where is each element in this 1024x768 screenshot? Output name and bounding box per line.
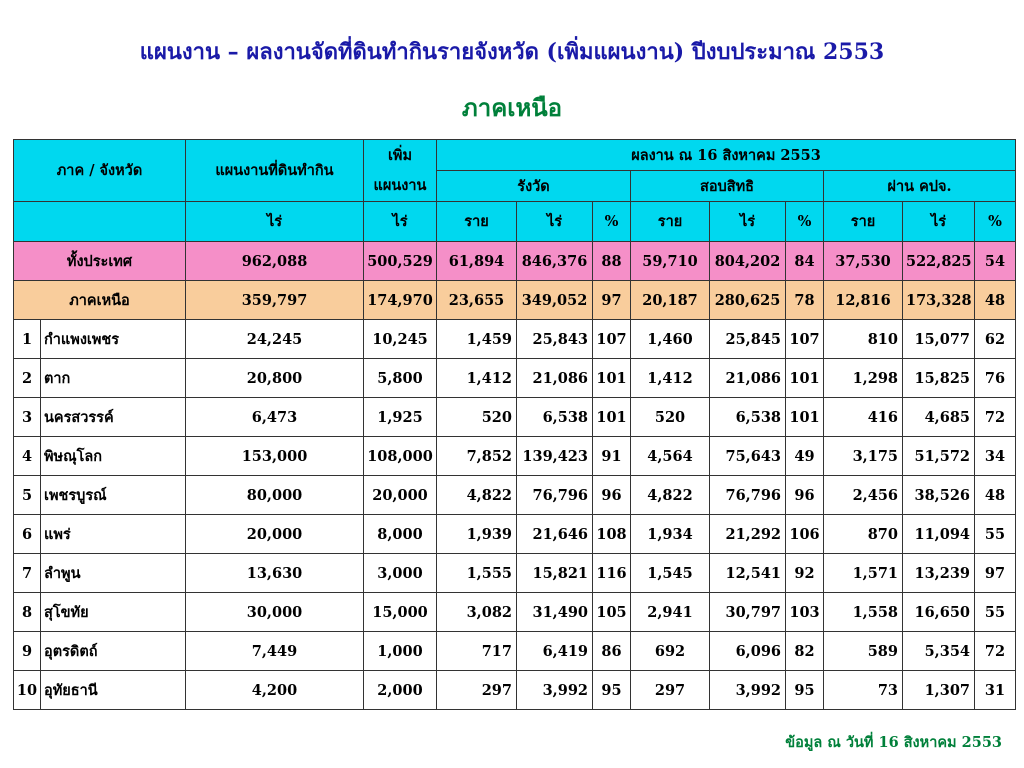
cell-kpj-rai: 15,077 — [903, 320, 975, 359]
cell-kpj-pct: 97 — [975, 554, 1016, 593]
cell-kpj-rai: 38,526 — [903, 476, 975, 515]
cell-survey-pct: 101 — [593, 398, 631, 437]
cell-verify-people: 4,564 — [631, 437, 710, 476]
cell-verify-pct: 82 — [786, 632, 824, 671]
cell-added: 1,000 — [364, 632, 437, 671]
header-unit-people: ราย — [824, 202, 903, 242]
cell-survey-rai: 21,086 — [517, 359, 593, 398]
cell-survey-pct: 96 — [593, 476, 631, 515]
cell-kpj-people: 589 — [824, 632, 903, 671]
table-row — [14, 593, 1016, 632]
province-name-cell: อุทัยธานี — [41, 671, 186, 710]
cell-added: 20,000 — [364, 476, 437, 515]
cell-kpj-people: 870 — [824, 515, 903, 554]
cell-survey-rai: 6,419 — [517, 632, 593, 671]
row-number-cell: 7 — [14, 554, 41, 593]
cell-kpj-rai: 15,825 — [903, 359, 975, 398]
cell-added: 2,000 — [364, 671, 437, 710]
cell-survey-people: 717 — [437, 632, 517, 671]
cell-plan: 80,000 — [186, 476, 364, 515]
cell-added: 5,800 — [364, 359, 437, 398]
cell-added: 500,529 — [364, 242, 437, 281]
cell-survey-pct: 101 — [593, 359, 631, 398]
cell-kpj-rai: 5,354 — [903, 632, 975, 671]
cell-kpj-rai: 16,650 — [903, 593, 975, 632]
cell-kpj-rai: 4,685 — [903, 398, 975, 437]
cell-verify-pct: 101 — [786, 398, 824, 437]
cell-verify-rai: 12,541 — [710, 554, 786, 593]
data-date-note: ข้อมูล ณ วันที่ 16 สิงหาคม 2553 — [785, 734, 1002, 751]
cell-survey-pct: 107 — [593, 320, 631, 359]
row-number-cell: 10 — [14, 671, 41, 710]
cell-survey-pct: 95 — [593, 671, 631, 710]
cell-added: 15,000 — [364, 593, 437, 632]
province-name-cell: ตาก — [41, 359, 186, 398]
table-row — [14, 554, 1016, 593]
cell-kpj-pct: 54 — [975, 242, 1016, 281]
cell-added: 1,925 — [364, 398, 437, 437]
cell-survey-people: 61,894 — [437, 242, 517, 281]
cell-kpj-pct: 55 — [975, 593, 1016, 632]
cell-verify-people: 2,941 — [631, 593, 710, 632]
row-number-cell: 9 — [14, 632, 41, 671]
table-row — [14, 398, 1016, 437]
cell-survey-people: 23,655 — [437, 281, 517, 320]
cell-verify-people: 59,710 — [631, 242, 710, 281]
cell-added: 108,000 — [364, 437, 437, 476]
cell-kpj-pct: 76 — [975, 359, 1016, 398]
cell-kpj-pct: 62 — [975, 320, 1016, 359]
cell-verify-people: 520 — [631, 398, 710, 437]
cell-kpj-people: 12,816 — [824, 281, 903, 320]
summary-row-region — [14, 281, 1016, 320]
header-unit-pct: % — [975, 202, 1016, 242]
cell-kpj-people: 416 — [824, 398, 903, 437]
cell-verify-rai: 25,845 — [710, 320, 786, 359]
cell-verify-pct: 84 — [786, 242, 824, 281]
cell-survey-rai: 139,423 — [517, 437, 593, 476]
header-unit-rai: ไร่ — [364, 202, 437, 242]
cell-plan: 962,088 — [186, 242, 364, 281]
cell-verify-rai: 30,797 — [710, 593, 786, 632]
province-name-cell: เพชรบูรณ์ — [41, 476, 186, 515]
page-subtitle: ภาคเหนือ — [461, 93, 563, 122]
table-row — [14, 476, 1016, 515]
row-number-cell: 8 — [14, 593, 41, 632]
cell-verify-rai: 21,086 — [710, 359, 786, 398]
cell-added: 174,970 — [364, 281, 437, 320]
header-added-line1: เพิ่ม — [387, 146, 413, 164]
cell-plan: 30,000 — [186, 593, 364, 632]
cell-survey-pct: 86 — [593, 632, 631, 671]
header-land-plan: แผนงานที่ดินทำกิน — [186, 140, 364, 202]
cell-kpj-rai: 522,825 — [903, 242, 975, 281]
cell-survey-pct: 88 — [593, 242, 631, 281]
cell-plan: 4,200 — [186, 671, 364, 710]
cell-survey-rai: 25,843 — [517, 320, 593, 359]
cell-verify-rai: 76,796 — [710, 476, 786, 515]
cell-plan: 6,473 — [186, 398, 364, 437]
cell-survey-people: 520 — [437, 398, 517, 437]
cell-kpj-pct: 31 — [975, 671, 1016, 710]
cell-survey-rai: 3,992 — [517, 671, 593, 710]
header-added-line2: แผนงาน — [373, 176, 427, 194]
cell-kpj-rai: 11,094 — [903, 515, 975, 554]
header-row-3 — [14, 202, 1016, 242]
province-name-cell: แพร่ — [41, 515, 186, 554]
results-table — [13, 139, 1016, 710]
summary-name-cell: ทั้งประเทศ — [14, 242, 186, 281]
cell-survey-rai: 31,490 — [517, 593, 593, 632]
row-number-cell: 1 — [14, 320, 41, 359]
cell-survey-pct: 91 — [593, 437, 631, 476]
header-added-plan — [364, 140, 437, 202]
table-row — [14, 632, 1016, 671]
cell-added: 3,000 — [364, 554, 437, 593]
cell-survey-rai: 21,646 — [517, 515, 593, 554]
header-unit-pct: % — [786, 202, 824, 242]
cell-survey-rai: 846,376 — [517, 242, 593, 281]
province-name-cell: อุตรดิตถ์ — [41, 632, 186, 671]
cell-verify-people: 4,822 — [631, 476, 710, 515]
cell-survey-rai: 76,796 — [517, 476, 593, 515]
cell-plan: 13,630 — [186, 554, 364, 593]
province-name-cell: นครสวรรค์ — [41, 398, 186, 437]
cell-kpj-pct: 34 — [975, 437, 1016, 476]
table-row — [14, 437, 1016, 476]
cell-verify-people: 1,545 — [631, 554, 710, 593]
cell-survey-people: 4,822 — [437, 476, 517, 515]
cell-verify-pct: 49 — [786, 437, 824, 476]
cell-plan: 20,000 — [186, 515, 364, 554]
cell-kpj-rai: 1,307 — [903, 671, 975, 710]
cell-verify-rai: 6,096 — [710, 632, 786, 671]
cell-kpj-pct: 55 — [975, 515, 1016, 554]
header-unit-rai: ไร่ — [517, 202, 593, 242]
cell-survey-people: 297 — [437, 671, 517, 710]
province-name-cell: พิษณุโลก — [41, 437, 186, 476]
province-name-cell: สุโขทัย — [41, 593, 186, 632]
province-name-cell: ลำพูน — [41, 554, 186, 593]
cell-survey-rai: 6,538 — [517, 398, 593, 437]
header-unit-rai: ไร่ — [186, 202, 364, 242]
cell-verify-pct: 103 — [786, 593, 824, 632]
cell-plan: 24,245 — [186, 320, 364, 359]
cell-plan: 7,449 — [186, 632, 364, 671]
header-unit-pct: % — [593, 202, 631, 242]
header-unit-rai: ไร่ — [903, 202, 975, 242]
cell-survey-pct: 108 — [593, 515, 631, 554]
row-number-cell: 4 — [14, 437, 41, 476]
header-group-kpj: ผ่าน คปจ. — [824, 171, 1016, 202]
header-group-survey: รังวัด — [437, 171, 631, 202]
cell-verify-rai: 6,538 — [710, 398, 786, 437]
row-number-cell: 2 — [14, 359, 41, 398]
cell-survey-pct: 116 — [593, 554, 631, 593]
cell-verify-people: 20,187 — [631, 281, 710, 320]
cell-kpj-rai: 51,572 — [903, 437, 975, 476]
cell-kpj-pct: 72 — [975, 398, 1016, 437]
cell-added: 8,000 — [364, 515, 437, 554]
cell-verify-rai: 75,643 — [710, 437, 786, 476]
cell-kpj-people: 1,558 — [824, 593, 903, 632]
header-row-1 — [14, 140, 1016, 171]
header-unit-people: ราย — [631, 202, 710, 242]
cell-survey-people: 1,412 — [437, 359, 517, 398]
cell-verify-pct: 106 — [786, 515, 824, 554]
cell-survey-pct: 97 — [593, 281, 631, 320]
cell-verify-people: 297 — [631, 671, 710, 710]
cell-plan: 20,800 — [186, 359, 364, 398]
table-row — [14, 671, 1016, 710]
cell-kpj-people: 73 — [824, 671, 903, 710]
cell-survey-people: 1,555 — [437, 554, 517, 593]
cell-survey-people: 1,939 — [437, 515, 517, 554]
cell-kpj-pct: 72 — [975, 632, 1016, 671]
cell-kpj-rai: 13,239 — [903, 554, 975, 593]
cell-survey-people: 3,082 — [437, 593, 517, 632]
row-number-cell: 3 — [14, 398, 41, 437]
cell-verify-pct: 96 — [786, 476, 824, 515]
cell-verify-rai: 280,625 — [710, 281, 786, 320]
cell-kpj-pct: 48 — [975, 281, 1016, 320]
page-title: แผนงาน – ผลงานจัดที่ดินทำกินรายจังหวัด (เพิ่มแผนงาน) ปีงบประมาณ 2553 — [139, 39, 885, 65]
cell-kpj-pct: 48 — [975, 476, 1016, 515]
province-name-cell: กำแพงเพชร — [41, 320, 186, 359]
cell-kpj-people: 37,530 — [824, 242, 903, 281]
cell-verify-rai: 21,292 — [710, 515, 786, 554]
cell-survey-people: 7,852 — [437, 437, 517, 476]
cell-verify-pct: 107 — [786, 320, 824, 359]
table-row — [14, 320, 1016, 359]
table-row — [14, 515, 1016, 554]
cell-verify-people: 1,460 — [631, 320, 710, 359]
cell-survey-rai: 349,052 — [517, 281, 593, 320]
summary-row-nation — [14, 242, 1016, 281]
summary-name-cell: ภาคเหนือ — [14, 281, 186, 320]
header-group-verify: สอบสิทธิ — [631, 171, 824, 202]
cell-kpj-people: 3,175 — [824, 437, 903, 476]
cell-verify-pct: 101 — [786, 359, 824, 398]
header-unit-rai: ไร่ — [710, 202, 786, 242]
cell-kpj-people: 1,571 — [824, 554, 903, 593]
cell-survey-people: 1,459 — [437, 320, 517, 359]
table-row — [14, 359, 1016, 398]
cell-survey-pct: 105 — [593, 593, 631, 632]
header-blank-cell — [14, 202, 186, 242]
cell-survey-rai: 15,821 — [517, 554, 593, 593]
header-unit-people: ราย — [437, 202, 517, 242]
cell-verify-pct: 95 — [786, 671, 824, 710]
cell-plan: 359,797 — [186, 281, 364, 320]
cell-kpj-people: 810 — [824, 320, 903, 359]
row-number-cell: 6 — [14, 515, 41, 554]
cell-kpj-rai: 173,328 — [903, 281, 975, 320]
cell-verify-pct: 92 — [786, 554, 824, 593]
cell-kpj-people: 1,298 — [824, 359, 903, 398]
cell-added: 10,245 — [364, 320, 437, 359]
cell-plan: 153,000 — [186, 437, 364, 476]
header-results: ผลงาน ณ 16 สิงหาคม 2553 — [437, 140, 1016, 171]
header-region-province: ภาค / จังหวัด — [14, 140, 186, 202]
cell-verify-rai: 804,202 — [710, 242, 786, 281]
row-number-cell: 5 — [14, 476, 41, 515]
cell-verify-pct: 78 — [786, 281, 824, 320]
cell-verify-rai: 3,992 — [710, 671, 786, 710]
cell-verify-people: 1,412 — [631, 359, 710, 398]
cell-verify-people: 1,934 — [631, 515, 710, 554]
cell-kpj-people: 2,456 — [824, 476, 903, 515]
cell-verify-people: 692 — [631, 632, 710, 671]
